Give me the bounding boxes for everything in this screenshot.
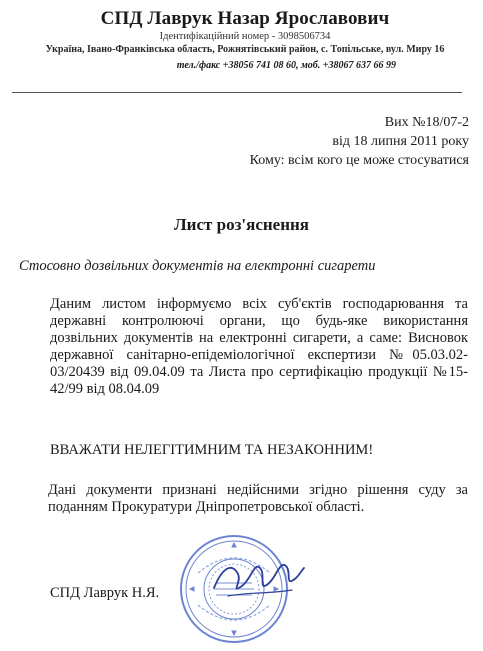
letter-subject: Стосовно дозвільних документів на електронні сигарети bbox=[19, 258, 376, 274]
handwritten-signature bbox=[208, 548, 308, 604]
body-emphasis: ВВАЖАТИ НЕЛЕГІТИМНИМ ТА НЕЗАКОННИМ! bbox=[50, 442, 374, 458]
outgoing-number: Вих №18/07-2 bbox=[384, 115, 469, 130]
signature-name: СПД Лаврук Н.Я. bbox=[50, 585, 160, 601]
body-paragraph-1: Даним листом інформуємо всіх суб'єктів господарювання та державні контролюючі органи, що будь-яке використання дозвільних документів на електронні сигарети, а саме: Висновок державної санітарно-епідеміологічної експертизи №05.03.02-03/20439 від 09.04.09 та Листа про сертифікацію продукції №15-42/99 від 08.04.09 bbox=[50, 296, 468, 397]
addressee: Кому: всім кого це може стосуватися bbox=[249, 153, 469, 168]
letterhead bbox=[20, 8, 470, 72]
outgoing-date: від 18 липня 2011 року bbox=[332, 134, 469, 149]
tax-id: Ідентифікаційний номер - 3098506734 bbox=[159, 31, 331, 42]
letterhead-divider bbox=[12, 92, 462, 93]
outgoing-block bbox=[250, 113, 469, 170]
body-paragraph-2: Дані документи признані недійсними згідно рішення суду за поданням Прокуратури Дніпропетровської області. bbox=[48, 482, 468, 515]
company-phones: тел./факс +38056 741 08 60, моб. +38067 637 66 99 bbox=[176, 60, 396, 71]
company-name: СПД Лаврук Назар Ярославович bbox=[100, 8, 390, 29]
letter-title: Лист роз'яснення bbox=[174, 215, 309, 234]
company-address: Україна, Івано-Франківська область, Рожнятівський район, с. Топільське, вул. Миру 16 bbox=[45, 44, 445, 55]
